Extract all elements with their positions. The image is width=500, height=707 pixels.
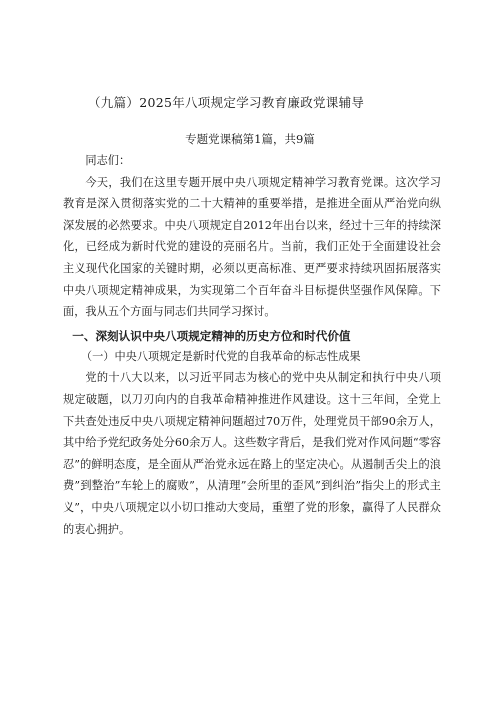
document-body: [63, 150, 441, 540]
document-subtitle: 专题党课稿第1篇，共9篇: [185, 132, 315, 146]
salutation: 同志们：: [85, 154, 131, 167]
subsection-heading: （一）中央八项规定是新时代党的自我革命的标志性成果: [80, 349, 361, 363]
section-heading: 一、深刻认识中央八项规定精神的历史方位和时代价值: [72, 328, 351, 343]
opening-paragraph: 今天，我们在这里专题开展中央八项规定精神学习教育党课。这次学习教育是深入贯彻落实党的二十大精神的重要举措，是推进全面从严治党向纵深发展的必然要求。中央八项规定自2012年出台以来，经过十三年的持续深化，已经成为新时代党的建设的亮丽名片。当前，我们正处于全面建设社会主义现代化国家的关键时期，必须以更高标准、更严要求持续巩固拓展落实中央八项规定精神成果，为实现第二个百年奋斗目标提供坚强作风保障。下面，我从五个方面与同志们共同学习探讨。: [63, 175, 441, 319]
body-paragraph: 党的十八大以来，以习近平同志为核心的党中央从制定和执行中央八项规定破题，以刀刃向内的自我革命精神推进作风建设。这十三年间，全党上下共查处违反中央八项规定精神问题超过70万件，处理党员干部90余万人，其中给予党纪政务处分60余万人。这些数字背后，是我们党对作风问题“零容忍”的鲜明态度，是全面从严治党永远在路上的坚定决心。从遏制舌尖上的浪费”到整治”车轮上的腐败”，从清理”会所里的歪风”到纠治”指尖上的形式主义”，中央八项规定以小切口推动大变局，重塑了党的形象，赢得了人民群众的衷心拥护。: [63, 371, 441, 536]
document-title: （九篇）2025年八项规定学习教育廉政党课辅导: [88, 95, 365, 110]
